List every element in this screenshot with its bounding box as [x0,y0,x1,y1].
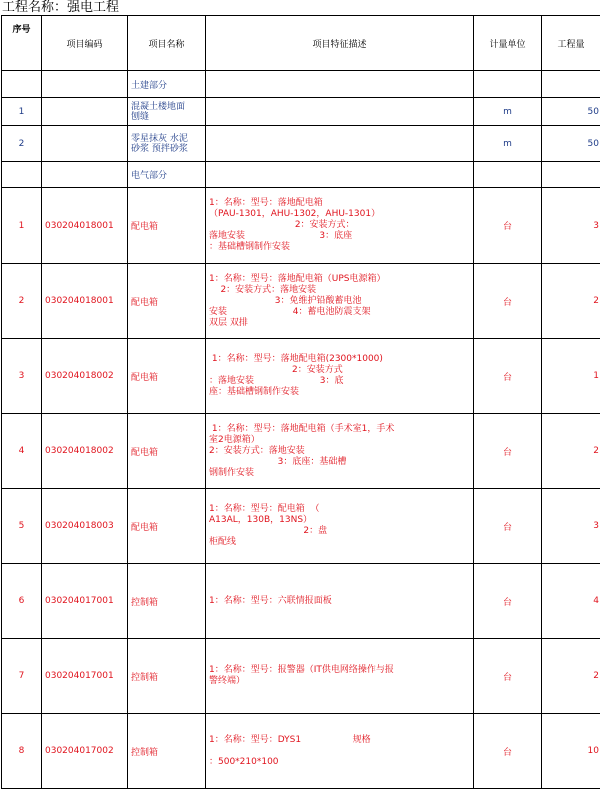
desc-line: 1：名称：型号：配电箱 （ [209,504,471,515]
desc-line: 警终端） [209,676,471,687]
row-seq: 1 [2,188,42,264]
row-qty: 2 [542,264,600,339]
section-electrical-label: 电气部分 [128,162,206,188]
desc-line: 2：安装方式： [209,220,471,231]
desc-line: 2：安装方式：落地安装 [209,285,471,296]
header-code: 项目编码 [42,16,128,71]
desc-line: ：基础槽钢制作安装 [209,242,471,253]
row-seq: 6 [2,564,42,639]
row-code: 030204018003 [42,489,128,564]
row-qty: 10 [542,714,600,789]
header-row [2,16,600,71]
row-seq: 2 [2,264,42,339]
civil-unit: m [474,126,542,162]
row-name: 配电箱 [128,489,206,564]
row-unit: 台 [474,264,542,339]
row-desc [206,414,474,489]
table-row [2,489,600,564]
desc-line [209,746,471,757]
row-qty: 4 [542,564,600,639]
desc-line: 钢制作安装 [209,468,471,479]
row-name: 配电箱 [128,188,206,264]
row-seq: 5 [2,489,42,564]
desc-line: 柜配线 [209,537,471,548]
desc-line: 落地安装 3：底座 [209,231,471,242]
section-civil-label: 土建部分 [128,71,206,98]
row-unit: 台 [474,639,542,714]
desc-line: 1：名称：型号：落地配电箱(2300*1000) [209,354,471,365]
row-code: 030204017001 [42,639,128,714]
desc-line: 1：名称：型号：落地配电箱（UPS电源箱） [209,274,471,285]
civil-row-2 [2,126,600,162]
header-unit: 计量单位 [474,16,542,71]
desc-line: 3：底座：基础槽 [209,457,471,468]
desc-line: 1：名称：型号：DYS1 规格 [209,735,471,746]
row-qty: 3 [542,188,600,264]
row-seq: 7 [2,639,42,714]
section-civil-row [2,71,600,98]
desc-line: 2：安装方式 [209,365,471,376]
table-row [2,639,600,714]
row-code: 030204018001 [42,264,128,339]
row-unit: 台 [474,339,542,414]
civil-row-1 [2,98,600,126]
desc-line: 1：名称：型号：落地配电箱（手术室1，手术 [209,424,471,435]
desc-line: 1：名称：型号：落地配电箱 [209,198,471,209]
row-name: 配电箱 [128,414,206,489]
table-row [2,564,600,639]
row-code: 030204018002 [42,414,128,489]
row-seq: 4 [2,414,42,489]
table-row [2,188,600,264]
row-unit: 台 [474,188,542,264]
project-title: 工程名称：强电工程 [2,0,119,16]
desc-line: 座：基础槽钢制作安装 [209,387,471,398]
row-desc [206,564,474,639]
desc-line: 2：盘 [209,526,471,537]
desc-line: 1：名称：型号：六联情报面板 [209,596,471,607]
row-code: 030204018001 [42,188,128,264]
desc-line: 2：安装方式：落地安装 [209,446,471,457]
row-qty: 1 [542,339,600,414]
row-name: 控制箱 [128,564,206,639]
header-qty: 工程量 [542,16,600,71]
row-desc [206,339,474,414]
table-row [2,714,600,789]
header-name: 项目名称 [128,16,206,71]
row-desc [206,489,474,564]
row-name: 控制箱 [128,639,206,714]
row-code: 030204018002 [42,339,128,414]
civil-qty: 50 [542,98,600,126]
row-name: 配电箱 [128,339,206,414]
civil-name: 零星抹灰 水泥 砂浆 预拌砂浆 [131,134,205,154]
desc-line: 3：免维护铅酸蓄电池 [209,296,471,307]
civil-name: 混凝土楼地面 刨缝 [131,102,205,122]
row-name: 控制箱 [128,714,206,789]
table-row [2,264,600,339]
row-desc [206,264,474,339]
header-seq: 序号 [2,16,42,71]
row-seq: 3 [2,339,42,414]
row-unit: 台 [474,714,542,789]
section-electrical-row [2,162,600,188]
row-code: 030204017002 [42,714,128,789]
civil-seq: 1 [2,98,42,126]
desc-line: A13AL，130B，13NS） [209,515,471,526]
table-row [2,339,600,414]
desc-line: ：落地安装 3：底 [209,376,471,387]
row-name: 配电箱 [128,264,206,339]
table-row [2,414,600,489]
row-desc [206,714,474,789]
bill-of-quantities-table [1,15,600,789]
desc-line: （PAU-1301，AHU-1302，AHU-1301） [209,209,471,220]
row-unit: 台 [474,564,542,639]
desc-line: ：500*210*100 [209,757,471,768]
desc-line: 室2电源箱） [209,435,471,446]
desc-line: 双层 双排 [209,318,471,329]
row-desc [206,639,474,714]
row-qty: 3 [542,489,600,564]
row-unit: 台 [474,489,542,564]
civil-qty: 50 [542,126,600,162]
civil-unit: m [474,98,542,126]
row-desc [206,188,474,264]
row-qty: 2 [542,414,600,489]
row-unit: 台 [474,414,542,489]
header-desc: 项目特征描述 [206,16,474,71]
desc-line: 1：名称：型号：报警器（IT供电网络操作与报 [209,665,471,676]
row-seq: 8 [2,714,42,789]
row-qty: 2 [542,639,600,714]
row-code: 030204017001 [42,564,128,639]
civil-seq: 2 [2,126,42,162]
desc-line: 安装 4：蓄电池防震支架 [209,307,471,318]
